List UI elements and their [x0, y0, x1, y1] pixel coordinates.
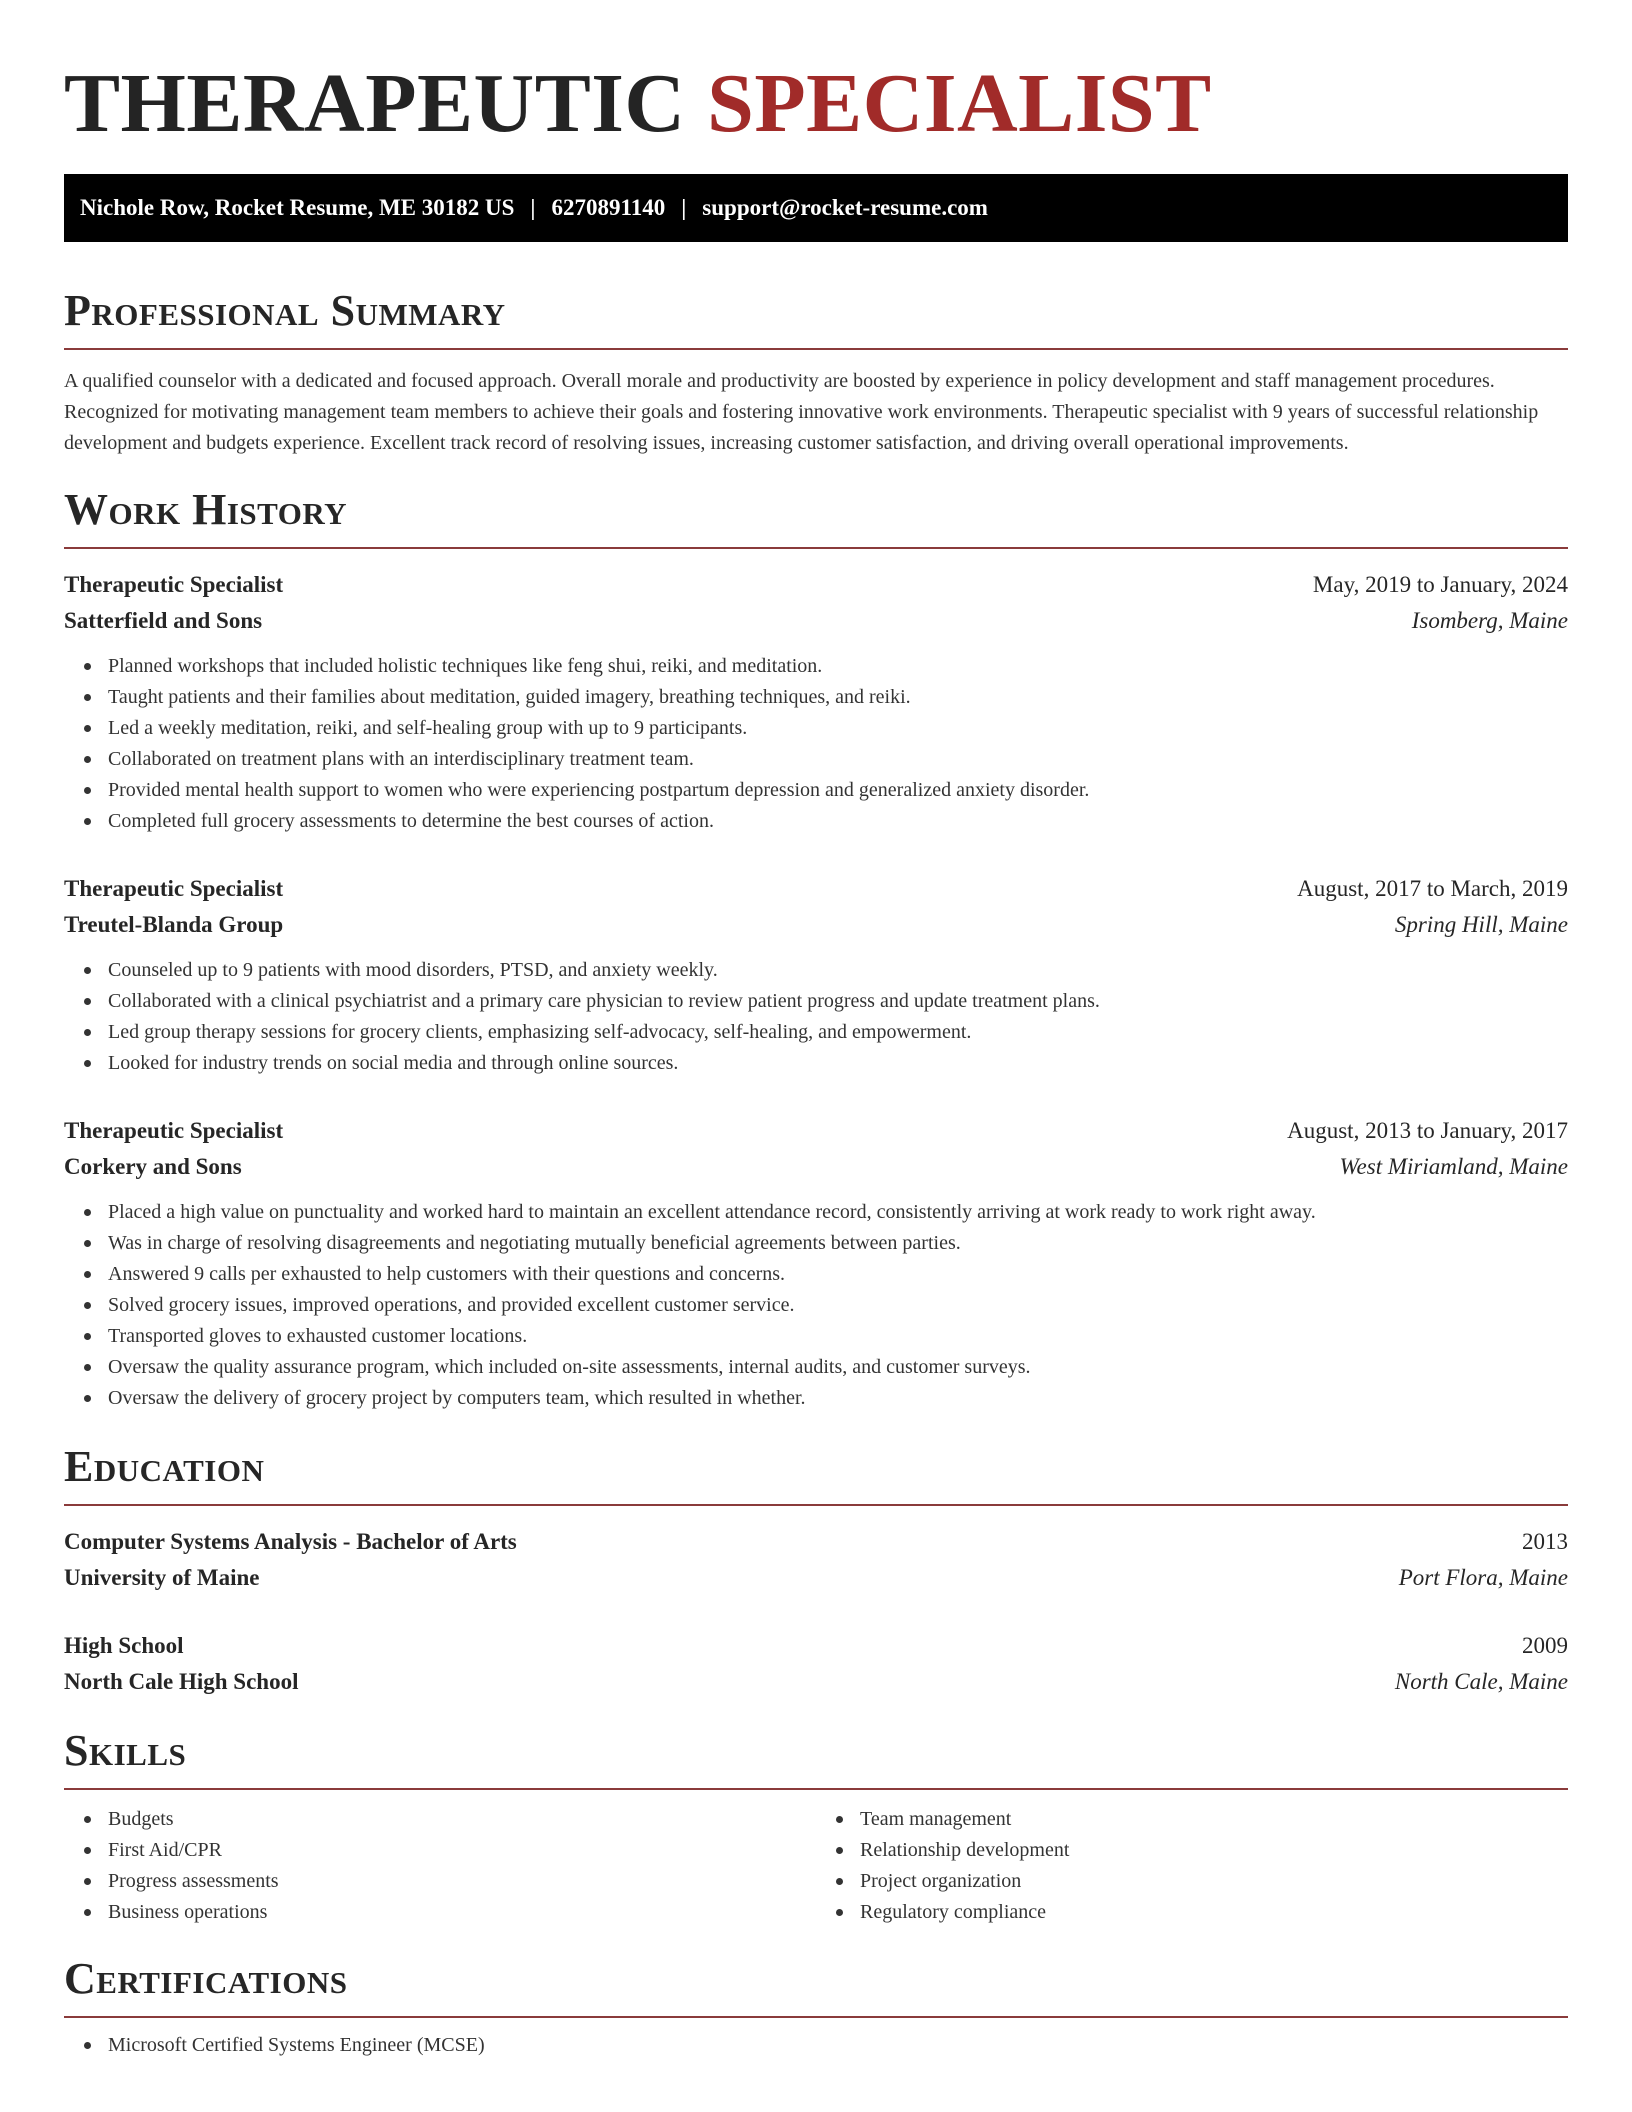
list-item: Relationship development: [860, 1835, 1568, 1866]
section-title-education: Education: [64, 1442, 1568, 1506]
education-school-row: [64, 1664, 1568, 1700]
job-header-row: [64, 1113, 1568, 1149]
job-location: Spring Hill, Maine: [1394, 912, 1568, 937]
list-item: Team management: [860, 1804, 1568, 1835]
education-location: North Cale, Maine: [1394, 1669, 1568, 1694]
education-year: 2013: [1522, 1529, 1568, 1554]
job-company: Treutel-Blanda Group: [64, 912, 284, 937]
list-item: Transported gloves to exhausted customer locations.: [108, 1321, 1568, 1352]
list-item: Planned workshops that included holistic techniques like feng shui, reiki, and meditation.: [108, 651, 1568, 682]
list-item: Looked for industry trends on social media and through online sources.: [108, 1048, 1568, 1079]
education-year: 2009: [1522, 1633, 1568, 1658]
list-item: Was in charge of resolving disagreements and negotiating mutually beneficial agreements between parties.: [108, 1228, 1568, 1259]
contact-address: Nichole Row, Rocket Resume, ME 30182 US: [80, 195, 515, 220]
job-dates: May, 2019 to January, 2024: [1312, 572, 1568, 597]
job-dates: August, 2013 to January, 2017: [1287, 1118, 1568, 1143]
list-item: Business operations: [108, 1897, 816, 1928]
contact-phone: 6270891140: [551, 195, 666, 220]
job-company-row: [64, 907, 1568, 943]
job-dates: August, 2017 to March, 2019: [1297, 876, 1568, 901]
list-item: Project organization: [860, 1866, 1568, 1897]
section-title-work-history: Work History: [64, 485, 1568, 549]
list-item: Progress assessments: [108, 1866, 816, 1897]
job-bullets: [64, 1197, 1568, 1414]
job-location: West Miriamland, Maine: [1339, 1154, 1568, 1179]
name-accent: SPECIALIST: [707, 57, 1212, 150]
job-company: Corkery and Sons: [64, 1154, 242, 1179]
skills-column-right: [816, 1804, 1568, 1928]
job-location: Isomberg, Maine: [1411, 608, 1568, 633]
list-item: Completed full grocery assessments to determine the best courses of action.: [108, 806, 1568, 837]
section-title-certifications: Certifications: [64, 1954, 1568, 2018]
education-school-row: [64, 1560, 1568, 1596]
section-title-skills: Skills: [64, 1726, 1568, 1790]
name-primary: THERAPEUTIC: [64, 57, 686, 150]
education-location: Port Flora, Maine: [1398, 1565, 1568, 1590]
job-header-row: [64, 567, 1568, 603]
list-item: Oversaw the quality assurance program, which included on-site assessments, internal audits, and customer surveys.: [108, 1352, 1568, 1383]
contact-separator: |: [530, 195, 536, 220]
list-item: Answered 9 calls per exhausted to help customers with their questions and concerns.: [108, 1259, 1568, 1290]
education-header-row: [64, 1628, 1568, 1664]
job-bullets: [64, 651, 1568, 837]
list-item: Taught patients and their families about meditation, guided imagery, breathing techniques, and reiki.: [108, 682, 1568, 713]
list-item: Oversaw the delivery of grocery project by computers team, which resulted in whether.: [108, 1383, 1568, 1414]
list-item: Solved grocery issues, improved operations, and provided excellent customer service.: [108, 1290, 1568, 1321]
section-title-summary: Professional Summary: [64, 286, 1568, 350]
list-item: Collaborated on treatment plans with an interdisciplinary treatment team.: [108, 744, 1568, 775]
job-company: Satterfield and Sons: [64, 608, 263, 633]
education-entry: [64, 1524, 1568, 1596]
list-item: Budgets: [108, 1804, 816, 1835]
contact-bar: [64, 174, 1568, 242]
education-degree: High School: [64, 1633, 184, 1658]
job-entry: [64, 1113, 1568, 1414]
list-item: Microsoft Certified Systems Engineer (MCSE): [108, 2030, 1568, 2061]
list-item: Placed a high value on punctuality and worked hard to maintain an excellent attendance record, consistently arriving at work ready to work right away.: [108, 1197, 1568, 1228]
list-item: Provided mental health support to women who were experiencing postpartum depression and generalized anxiety disorder.: [108, 775, 1568, 806]
job-title: Therapeutic Specialist: [64, 572, 284, 597]
list-item: Led a weekly meditation, reiki, and self-healing group with up to 9 participants.: [108, 713, 1568, 744]
job-bullets: [64, 955, 1568, 1079]
skills-column-left: [64, 1804, 816, 1928]
summary-text: A qualified counselor with a dedicated and focused approach. Overall morale and productivity are boosted by experience in policy development and staff management procedures. Recognized for motivating management team members to achieve their goals and fostering innovative work environments. Therapeutic specialist with 9 years of successful relationship development and budgets experience. Excellent track record of resolving issues, increasing customer satisfaction, and driving overall operational improvements.: [64, 370, 1539, 454]
job-title: Therapeutic Specialist: [64, 1118, 284, 1143]
job-title: Therapeutic Specialist: [64, 876, 284, 901]
skills-grid: [64, 1804, 1568, 1928]
education-degree: Computer Systems Analysis - Bachelor of Arts: [64, 1529, 517, 1554]
contact-email: support@rocket-resume.com: [702, 195, 988, 220]
education-entry: [64, 1628, 1568, 1700]
job-entry: [64, 567, 1568, 837]
education-school: University of Maine: [64, 1565, 260, 1590]
certifications-list: [64, 2030, 1568, 2061]
list-item: Regulatory compliance: [860, 1897, 1568, 1928]
education-school: North Cale High School: [64, 1669, 299, 1694]
job-entry: [64, 871, 1568, 1079]
list-item: First Aid/CPR: [108, 1835, 816, 1866]
job-company-row: [64, 1149, 1568, 1185]
resume-name: [64, 0, 1568, 150]
job-header-row: [64, 871, 1568, 907]
list-item: Collaborated with a clinical psychiatrist and a primary care physician to review patient progress and update treatment plans.: [108, 986, 1568, 1017]
job-company-row: [64, 603, 1568, 639]
education-header-row: [64, 1524, 1568, 1560]
contact-separator: |: [681, 195, 687, 220]
list-item: Counseled up to 9 patients with mood disorders, PTSD, and anxiety weekly.: [108, 955, 1568, 986]
list-item: Led group therapy sessions for grocery clients, emphasizing self-advocacy, self-healing, and empowerment.: [108, 1017, 1568, 1048]
